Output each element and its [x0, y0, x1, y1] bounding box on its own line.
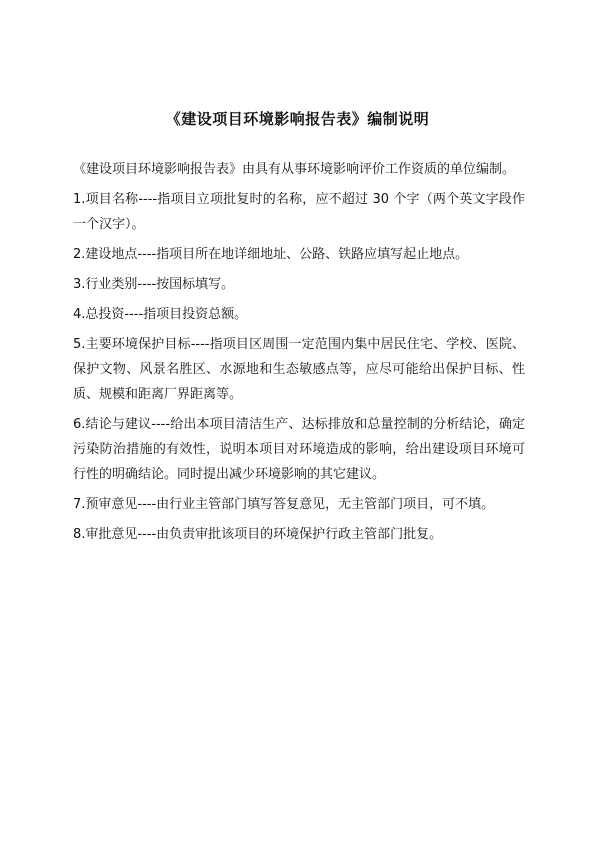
intro-paragraph: 《建设项目环境影响报告表》由具有从事环境影响评价工作资质的单位编制。 [73, 162, 516, 177]
item-protection-targets: 5.主要环境保护目标----指项目区周围一定范围内集中居民住宅、学校、医院、保护文物、风景名胜区、水源地和生态敏感点等，应尽可能给出保护目标、性质、规模和距离厂界距离等。 [73, 337, 525, 402]
item-project-name: 1.项目名称----指项目立项批复时的名称，应不超过 30 个字（两个英文字段作一个汉字）。 [73, 192, 525, 232]
document-title: 《建设项目环境影响报告表》编制说明 [165, 110, 430, 128]
item-approval-opinion: 8.审批意见----由负责审批该项目的环境保护行政主管部门批复。 [73, 527, 443, 542]
item-industry-category: 3.行业类别----按国标填写。 [73, 277, 235, 292]
document-body [73, 157, 525, 552]
item-total-investment: 4.总投资----指项目投资总额。 [73, 307, 248, 322]
item-preliminary-review: 7.预审意见----由行业主管部门填写答复意见，无主管部门项目，可不填。 [73, 497, 495, 512]
item-construction-site: 2.建设地点----指项目所在地详细地址、公路、铁路应填写起止地点。 [73, 247, 469, 262]
item-conclusions: 6.结论与建议----给出本项目清洁生产、达标排放和总量控制的分析结论，确定污染防治措施的有效性，说明本项目对环境造成的影响，给出建设项目环境可行性的明确结论。同时提出减少环境影响的其它建议。 [73, 417, 525, 482]
